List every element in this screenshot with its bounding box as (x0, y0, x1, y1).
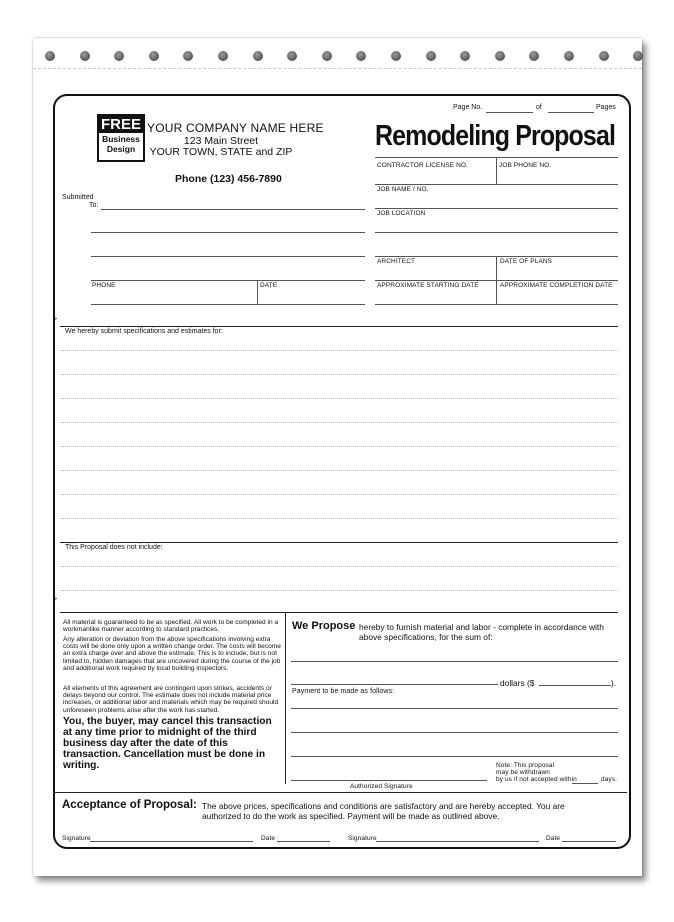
to-label: To: (89, 202, 99, 209)
buyer-signature-label-1: Signature (62, 835, 91, 842)
withdraw-days-field[interactable] (572, 783, 598, 784)
job-location-label: JOB LOCATION (377, 210, 426, 217)
architect-label: ARCHITECT (377, 258, 416, 265)
punch-hole (633, 51, 643, 61)
job-name-label: JOB NAME / NO. (377, 186, 429, 193)
punch-hole (183, 51, 193, 61)
contractor-license-field[interactable] (375, 184, 618, 185)
authorized-signature-label: Authorized Signature (350, 783, 413, 790)
company-city: YOUR TOWN, STATE and ZIP (149, 146, 293, 158)
punch-hole (599, 51, 609, 61)
withdraw-note-2: may be withdrawn (496, 769, 550, 776)
sum-words-field[interactable] (291, 661, 618, 662)
punch-hole (80, 51, 90, 61)
exclusions-line-1[interactable] (60, 566, 618, 567)
company-phone: Phone (123) 456-7890 (175, 173, 282, 185)
punch-hole (426, 51, 436, 61)
company-street: 123 Main Street (183, 135, 259, 147)
buyer-signature-field-1[interactable] (90, 841, 253, 842)
date-label: DATE (260, 282, 278, 289)
specification-line[interactable] (60, 422, 618, 423)
terms-material: All material is guaranteed to be as specified. All work to be completed in a workmanlike manner according to standard practices. (63, 619, 279, 634)
specification-line[interactable] (60, 518, 618, 519)
acceptance-heading: Acceptance of Proposal: (62, 799, 197, 811)
punch-hole (114, 51, 124, 61)
dollar-amount-field[interactable] (539, 685, 611, 686)
rule (91, 280, 365, 281)
submitted-to-line-2[interactable] (91, 232, 365, 233)
phone-date-field[interactable] (91, 304, 365, 305)
buyer-date-label-2: Date (546, 835, 561, 842)
date-of-plans-label: DATE OF PLANS (500, 258, 553, 265)
buyer-signature-field-2[interactable] (376, 841, 539, 842)
company-name: YOUR COMPANY NAME HERE (147, 121, 324, 135)
rule (60, 542, 618, 543)
left-marker: > (53, 316, 58, 323)
cancellation-notice: You, the buyer, may cancel this transaction at any time prior to midnight of the third business day after the date of this transaction. Cancellation must be done in writing. (63, 716, 272, 771)
company-logo (97, 114, 145, 162)
punch-hole (218, 51, 228, 61)
punch-hole (45, 51, 55, 61)
punch-hole (460, 51, 470, 61)
job-phone-label: JOB PHONE NO. (499, 162, 552, 169)
submitted-label: Submitted (62, 194, 94, 201)
buyer-date-field-1[interactable] (277, 841, 330, 842)
pages-label: Pages (596, 104, 616, 111)
authorized-signature-field[interactable] (291, 780, 487, 781)
punch-holes (33, 51, 642, 63)
punch-hole (391, 51, 401, 61)
contractor-license-label: CONTRACTOR LICENSE NO. (377, 162, 468, 169)
specification-line[interactable] (60, 494, 618, 495)
perforation-line (33, 68, 642, 69)
buyer-date-field-2[interactable] (562, 841, 616, 842)
punch-hole (287, 51, 297, 61)
logo-free-text: FREE (100, 116, 141, 133)
we-propose-text-2: above specifications, for the sum of: (359, 632, 493, 642)
sum-words-field-2[interactable] (291, 684, 498, 685)
phone-label: PHONE (92, 282, 116, 289)
punch-hole (149, 51, 159, 61)
specification-line[interactable] (60, 350, 618, 351)
form-title: Remodeling Proposal (375, 120, 616, 152)
rule (60, 612, 618, 613)
submitted-to-line-3[interactable] (91, 256, 365, 257)
punch-hole (322, 51, 332, 61)
buyer-date-label-1: Date (261, 835, 276, 842)
left-marker-2: > (53, 596, 58, 603)
acceptance-text-1: The above prices, specifications and conditions are satisfactory and are hereby accepted. You are (202, 801, 565, 811)
terms-contingency: All elements of this agreement are contingent upon strikes, accidents or delays beyond our control. The estimate does not include material price increases, or additional labor and materials which may be required should unforeseen problems arise after the work has started. (63, 685, 279, 714)
punch-hole (253, 51, 263, 61)
payment-line-2[interactable] (291, 732, 618, 733)
proposal-sheet (33, 38, 642, 876)
rule (53, 792, 627, 793)
page-of-label: of (536, 104, 542, 111)
punch-hole (529, 51, 539, 61)
rule (285, 612, 286, 784)
payment-label: Payment to be made as follows: (292, 688, 395, 695)
exclusions-line-2[interactable] (60, 590, 618, 591)
punch-hole (495, 51, 505, 61)
we-propose-text-1: hereby to furnish material and labor - complete in accordance with (359, 622, 604, 632)
dollars-end-label: ). (611, 678, 617, 688)
architect-field[interactable] (375, 280, 618, 281)
payment-line-1[interactable] (291, 708, 618, 709)
withdraw-days-label: days. (601, 776, 618, 783)
rule (60, 326, 618, 327)
payment-line-3[interactable] (291, 756, 618, 757)
approx-completion-label: APPROXIMATE COMPLETION DATE (500, 282, 613, 289)
specification-line[interactable] (60, 398, 618, 399)
rule (496, 157, 497, 184)
withdraw-note-3: by us if not accepted within (496, 776, 577, 783)
approx-start-label: APPROXIMATE STARTING DATE (377, 282, 479, 289)
specifications-label: We hereby submit specifications and estimates for: (65, 328, 223, 335)
dollars-label: dollars ($ (500, 678, 535, 688)
exclusions-label: This Proposal does not include: (65, 544, 163, 551)
terms-alteration: Any alteration or deviation from the above specifications involving extra costs will be done only upon a written change order. The costs will become an extra charge over and above the estimate. This is to include, but is not limited to, hidden damages that are uncovered during the course of the job and additional work required by local building inspectors. (63, 636, 281, 672)
page-no-label: Page No. (453, 104, 483, 111)
specification-line[interactable] (60, 446, 618, 447)
acceptance-text-2: authorized to do the work as specified. Payment will be made as outlined above. (202, 811, 500, 821)
logo-tagline: Business Design (102, 134, 140, 154)
approx-start-field[interactable] (375, 304, 618, 305)
punch-hole (564, 51, 574, 61)
specification-line[interactable] (60, 470, 618, 471)
job-name-field[interactable] (375, 208, 618, 209)
rule (257, 280, 258, 304)
page-total-field[interactable] (548, 112, 594, 113)
buyer-signature-label-2: Signature (348, 835, 377, 842)
submitted-to-line-1[interactable] (101, 209, 365, 210)
page-no-field[interactable] (486, 112, 533, 113)
we-propose-heading: We Propose (292, 620, 356, 632)
job-location-field[interactable] (375, 232, 618, 233)
punch-hole (356, 51, 366, 61)
specification-line[interactable] (60, 374, 618, 375)
withdraw-note-1: Note: This proposal (496, 762, 555, 769)
